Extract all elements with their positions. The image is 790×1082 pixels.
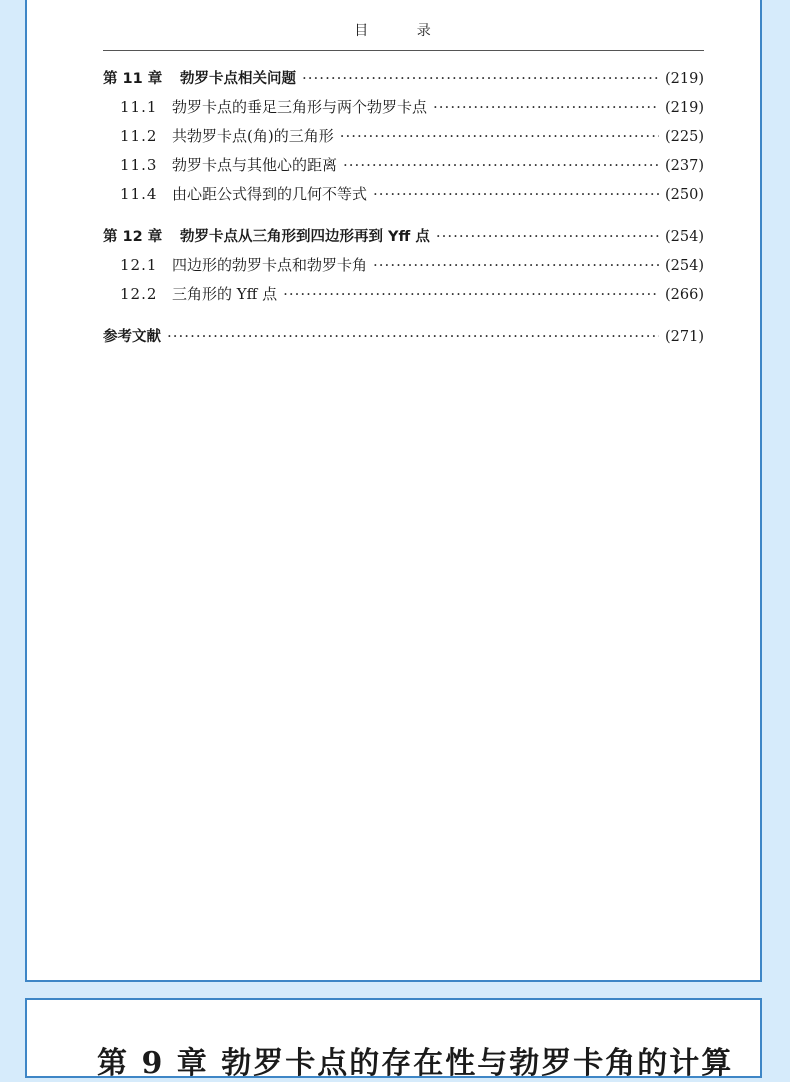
dot-leader — [373, 251, 659, 280]
toc-section-entry[interactable] — [103, 93, 704, 122]
entry-page-number: (219) — [665, 71, 704, 87]
page-header: 目 录 — [103, 22, 704, 51]
toc-section-entry[interactable] — [103, 280, 704, 309]
entry-number: 11.1 — [120, 98, 158, 116]
entry-title: 勃罗卡点与其他心的距离 — [172, 156, 338, 174]
entry-title: 由心距公式得到的几何不等式 — [172, 185, 368, 203]
entry-title: 四边形的勃罗卡点和勃罗卡角 — [172, 256, 368, 274]
dot-leader — [167, 322, 659, 351]
entry-page-number: (254) — [665, 258, 704, 274]
entry-title: 三角形的 Yff 点 — [172, 285, 278, 303]
entry-number: 第 11 章 — [103, 71, 163, 87]
toc-page — [25, 0, 762, 982]
toc-chapter-entry[interactable] — [103, 322, 704, 351]
entry-number: 12.1 — [120, 256, 158, 274]
dot-leader — [433, 93, 659, 122]
entry-page-number: (225) — [665, 129, 704, 145]
entry-number: 11.3 — [120, 156, 158, 174]
entry-number: 11.2 — [120, 127, 158, 145]
entry-page-number: (237) — [665, 158, 704, 174]
toc-section-entry[interactable] — [103, 151, 704, 180]
chapter-heading: 第 9 章 勃罗卡点的存在性与勃罗卡角的计算 — [97, 1046, 734, 1081]
dot-leader — [340, 122, 659, 151]
entry-page-number: (266) — [665, 287, 704, 303]
entry-title: 勃罗卡点的垂足三角形与两个勃罗卡点 — [172, 98, 428, 116]
toc-chapter-entry[interactable] — [103, 222, 704, 251]
entry-title: 参考文献 — [103, 329, 161, 345]
entry-page-number: (219) — [665, 100, 704, 116]
entry-page-number: (254) — [665, 229, 704, 245]
dot-leader — [302, 64, 659, 93]
toc-section-entry[interactable] — [103, 122, 704, 151]
dot-leader — [283, 280, 659, 309]
dot-leader — [373, 180, 659, 209]
dot-leader — [436, 222, 659, 251]
entry-title: 勃罗卡点从三角形到四边形再到 Yff 点 — [180, 229, 430, 245]
toc-chapter-entry[interactable] — [103, 64, 704, 93]
entry-title: 共勃罗卡点(角)的三角形 — [172, 127, 334, 145]
entry-number: 第 12 章 — [103, 229, 163, 245]
entry-number: 12.2 — [120, 285, 158, 303]
entry-page-number: (250) — [665, 187, 704, 203]
next-page-preview — [25, 998, 762, 1081]
dot-leader — [343, 151, 659, 180]
table-of-contents — [103, 64, 704, 351]
entry-title: 勃罗卡点相关问题 — [180, 71, 296, 87]
toc-section-entry[interactable] — [103, 251, 704, 280]
entry-page-number: (271) — [665, 329, 704, 345]
toc-section-entry[interactable] — [103, 180, 704, 209]
entry-number: 11.4 — [120, 185, 158, 203]
